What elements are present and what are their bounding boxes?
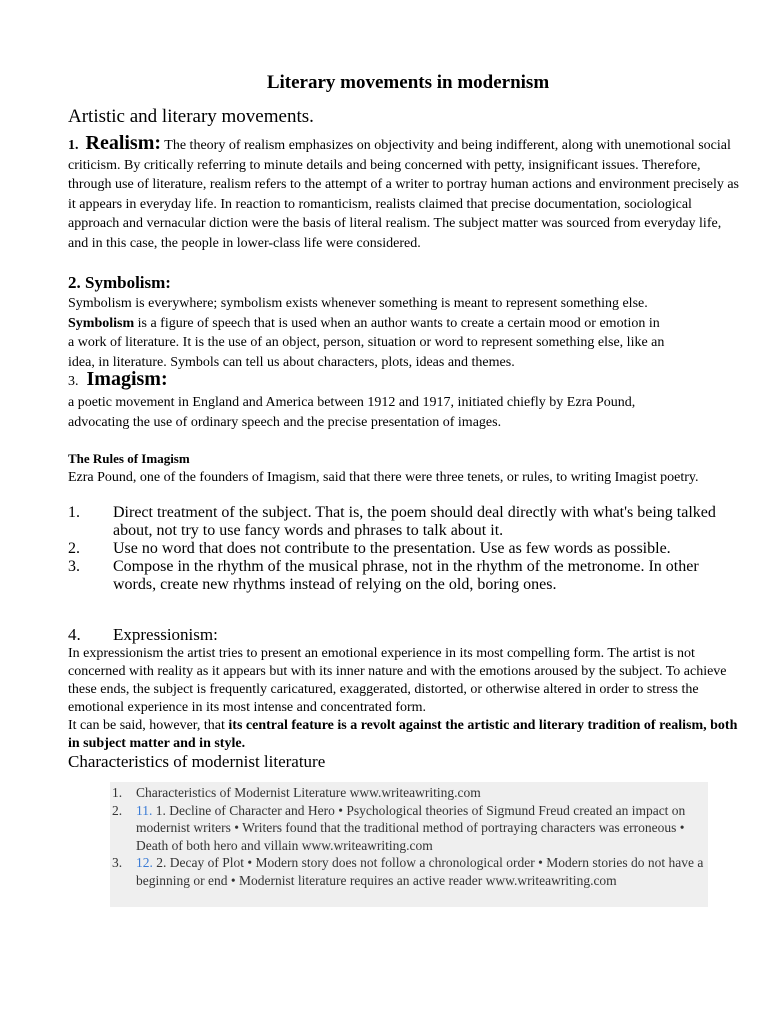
imagism-paragraph: a poetic movement in England and America between 1912 and 1917, initiated chiefly by Ezra Pound, advocating the use of ordinary speech and the precise presentation of images. bbox=[68, 395, 636, 430]
symbolism-bold: Symbolism bbox=[68, 315, 135, 331]
list-item: 3. 12. 2. Decay of Plot • Modern story does not follow a chronological order • Modern stories do not have a beginning or end • Modernist literature requires an active reader www.writeawriting.com bbox=[112, 855, 704, 888]
expressionism-number: 4. bbox=[68, 625, 81, 644]
realism-number: 1. bbox=[68, 138, 79, 153]
expressionism-conclusion: It can be said, however, that its central feature is a revolt against the artistic and literary tradition of realism, both in subject matter and in style. bbox=[68, 718, 738, 751]
rules-title: The Rules of Imagism bbox=[68, 451, 190, 466]
imagism-number: 3. bbox=[68, 374, 79, 389]
expressionism-bold: its central feature is a revolt against the artistic and literary tradition of realism, both in subject matter and in style. bbox=[68, 718, 738, 751]
section-realism bbox=[68, 134, 744, 253]
rule-item: 3. Compose in the rhythm of the musical phrase, not in the rhythm of the metronome. In other words, create new rhythms instead of relying on the old, boring ones. bbox=[68, 557, 699, 593]
realism-text: The theory of realism emphasizes on objectivity and being indifferent, along with unemotional social criticism. By critically referring to minute details and being concerned with petty, insignificant issues. Therefore, through use of literature, realism refers to the attempt of a writer to portray human actions and environment precisely as it appears in everyday life. In reaction to romanticism, realists claimed that precise documentation, sociological approach and vernacular diction were the basis of literal realism. The subject matter was sourced from everyday life, and in this case, the people in lower-class life were considered. bbox=[68, 138, 739, 251]
section-symbolism bbox=[68, 272, 744, 372]
rules-intro: Ezra Pound, one of the founders of Imagism, said that there were three tenets, or rules, to writing Imagist poetry. bbox=[68, 470, 699, 485]
imagism-rules bbox=[68, 450, 744, 594]
realism-paragraph bbox=[68, 134, 744, 253]
characteristics-list bbox=[110, 782, 708, 889]
imagism-heading-line bbox=[68, 368, 744, 393]
expressionism-heading: Expressionism: bbox=[113, 625, 218, 644]
characteristics-box bbox=[110, 782, 708, 907]
imagism-heading: Imagism: bbox=[86, 368, 168, 390]
item-link-12[interactable]: 12. bbox=[136, 855, 153, 870]
expressionism-heading-line bbox=[68, 625, 744, 645]
realism-heading: Realism: bbox=[85, 132, 162, 154]
symbolism-paragraph bbox=[68, 294, 668, 372]
symbolism-text-2: is a figure of speech that is used when an author wants to create a certain mood or emotion in a work of literature. It is the use of an object, person, situation or word to represent something else, like an idea, in literature. Symbols can tell us about characters, plots, ideas and themes. bbox=[68, 315, 665, 370]
list-item: 2. 11. 1. Decline of Character and Hero • Psychological theories of Sigmund Freud created an impact on modernist writers • Writers found that the traditional method of portraying characters was erroneous • Death of both hero and villain www.writeawriting.com bbox=[112, 802, 686, 853]
page-subtitle: Artistic and literary movements. bbox=[68, 106, 314, 127]
rule-item: 2. Use no word that does not contribute to the presentation. Use as few words as possible. bbox=[68, 539, 671, 557]
section-imagism bbox=[68, 368, 744, 594]
characteristics-heading: Characteristics of modernist literature bbox=[68, 752, 326, 771]
rule-item: 1. Direct treatment of the subject. That is, the poem should deal directly with what's being talked about, not try to use fancy words and phrases to talk about it. bbox=[68, 503, 716, 539]
symbolism-heading: 2. Symbolism: bbox=[68, 273, 171, 292]
item-link-11[interactable]: 11. bbox=[136, 802, 153, 818]
list-item: 1. Characteristics of Modernist Literature www.writeawriting.com bbox=[112, 785, 481, 800]
expressionism-paragraph: In expressionism the artist tries to present an emotional experience in its most compelling form. The artist is not concerned with reality as it appears but with its inner nature and with the emotions aroused by the subject. To achieve these ends, the subject is frequently caricatured, exaggerated, distorted, or otherwise altered in order to stress the emotional experience in its most intense and concentrated form. bbox=[68, 646, 727, 715]
rules-list bbox=[68, 504, 744, 594]
symbolism-text-1: Symbolism is everywhere; symbolism exists whenever something is meant to represent something else. bbox=[68, 296, 648, 311]
page-title: Literary movements in modernism bbox=[266, 72, 550, 93]
section-expressionism bbox=[68, 625, 744, 753]
